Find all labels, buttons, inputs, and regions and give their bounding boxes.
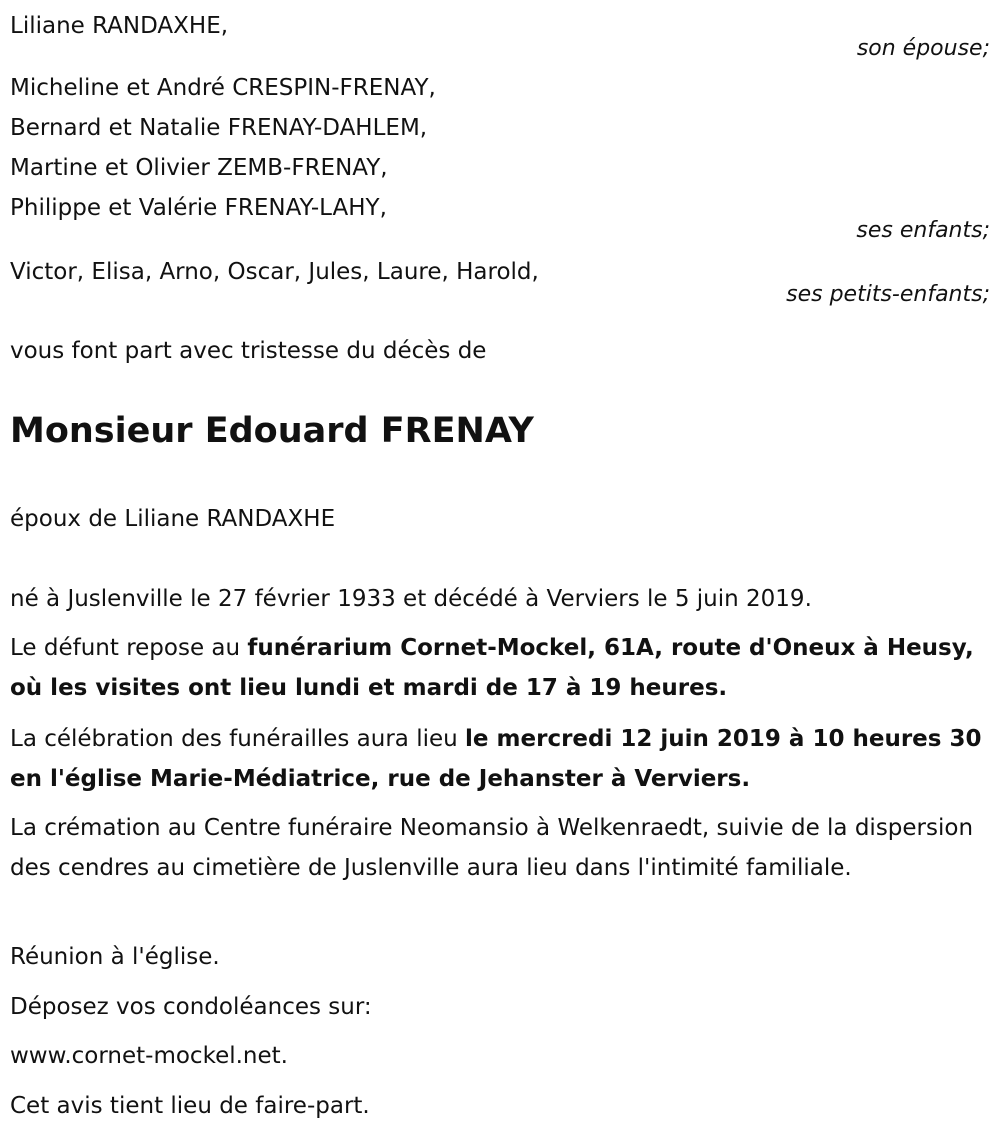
celebration-details: le mercredi 12 juin 2019 à 10 heures 30 en l'église Marie-Médiatrice, rue de Jehanster à Verviers. [10, 726, 982, 792]
rest-paragraph [10, 628, 995, 708]
condolences-line: Déposez vos condoléances sur: [10, 994, 372, 1020]
rest-intro: Le défunt repose au [10, 635, 248, 661]
spouse-name: Liliane RANDAXHE, [10, 13, 229, 39]
child-line: Bernard et Natalie FRENAY-DAHLEM, [10, 115, 428, 141]
announcement-line: vous font part avec tristesse du décès de [10, 338, 487, 364]
grandchildren-line: Victor, Elisa, Arno, Oscar, Jules, Laure, Harold, [10, 259, 539, 285]
cremation-paragraph: La crémation au Centre funéraire Neomansio à Welkenraedt, suivie de la dispersion des cendres au cimetière de Juslenville aura lieu dans l'intimité familiale. [10, 815, 974, 881]
rest-location: funérarium Cornet-Mockel, 61A, route d'Oneux à Heusy, où les visites ont lieu lundi et mardi de 17 à 19 heures. [10, 635, 974, 701]
child-line: Philippe et Valérie FRENAY-LAHY, [10, 195, 387, 221]
celebration-paragraph [10, 719, 995, 799]
deceased-name: Monsieur Edouard FRENAY [10, 411, 534, 451]
notice-line: Cet avis tient lieu de faire-part. [10, 1093, 370, 1119]
website-link[interactable]: www.cornet-mockel.net. [10, 1043, 288, 1069]
spouse-of-line: époux de Liliane RANDAXHE [10, 506, 336, 532]
grandchildren-role: ses petits-enfants; [786, 282, 990, 307]
child-line: Micheline et André CRESPIN-FRENAY, [10, 75, 436, 101]
children-role: ses enfants; [856, 218, 990, 243]
birth-death-line: né à Juslenville le 27 février 1933 et décédé à Verviers le 5 juin 2019. [10, 586, 812, 612]
celebration-intro: La célébration des funérailles aura lieu [10, 726, 466, 752]
child-line: Martine et Olivier ZEMB-FRENAY, [10, 155, 388, 181]
reunion-line: Réunion à l'église. [10, 944, 220, 970]
spouse-role: son épouse; [856, 36, 990, 61]
